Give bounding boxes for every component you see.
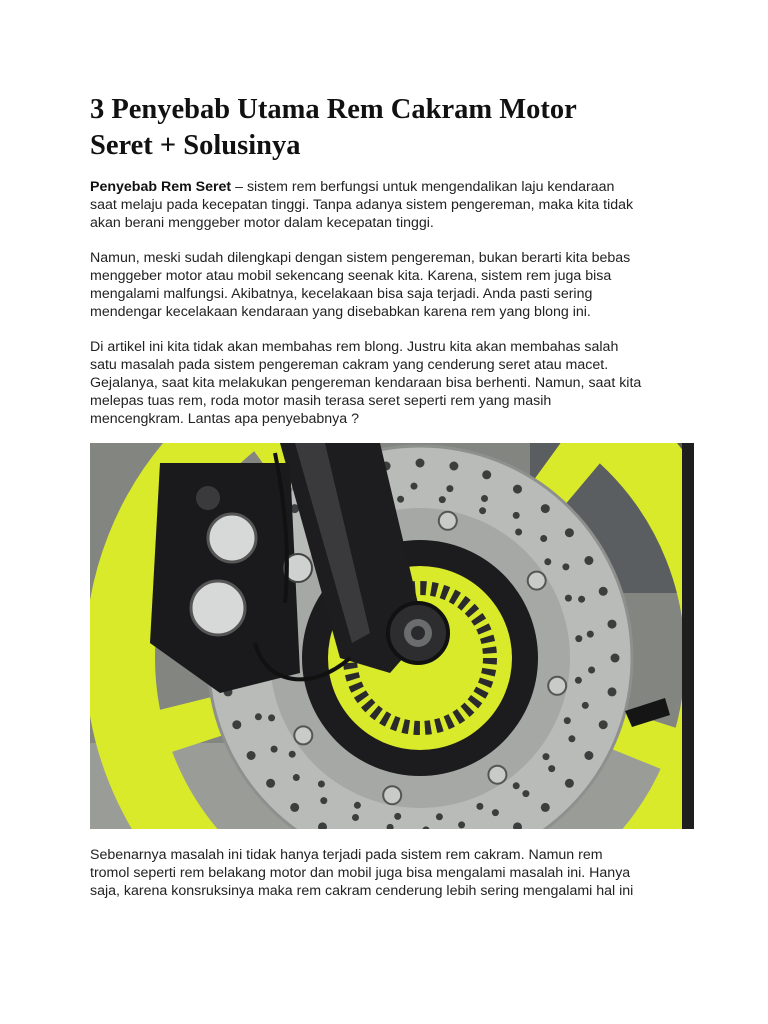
p3-line-1: Di artikel ini kita tidak akan membahas rem blong. Justru kita akan membahas salah [90,339,619,355]
carrier-bolt [294,726,312,744]
p3-line-3: Gejalanya, saat kita melakukan pengereman kendaraan bisa berhenti. Namun, saat kita [90,375,642,391]
carrier-bolt [548,677,566,695]
disc-hole [540,535,547,542]
disc-hole [320,797,327,804]
brake-disc-photo [90,443,694,829]
disc-hole [436,813,443,820]
disc-hole [513,485,522,494]
carrier-bolt [383,786,401,804]
disc-hole [513,782,520,789]
disc-hole [611,654,620,663]
disc-hole [411,483,418,490]
disc-hole [565,528,574,537]
disc-hole [543,753,550,760]
disc-hole [458,821,465,828]
disc-hole [515,529,522,536]
p2-line-1: Namun, meski sudah dilengkapi dengan sistem pengereman, bukan berarti kita bebas [90,250,631,266]
disc-hole [608,620,617,629]
title-line-1: 3 Penyebab Utama Rem Cakram Motor [90,94,577,125]
disc-hole [352,814,359,821]
disc-hole [449,462,458,471]
p2-line-4: mendengar kecelakaan kendaraan yang disebabkan karena rem yang blong ini. [90,304,591,320]
disc-hole [394,813,401,820]
disc-hole [599,720,608,729]
disc-hole [247,751,256,760]
disc-hole [289,751,296,758]
p3-line-4: melepas tuas rem, roda motor masih terasa seret seperti rem yang masih [90,393,552,409]
disc-hole [541,504,550,513]
disc-hole [599,587,608,596]
disc-hole [479,507,486,514]
p4-line-2: tromol seperti rem belakang motor dan mobil juga bisa mengalami masalah ini. Hanya [90,865,631,881]
intro-line-1: – sistem rem berfungsi untuk mengendalikan laju kendaraan [235,179,615,195]
article-title [90,92,690,164]
disc-hole [266,779,275,788]
disc-hole [608,687,617,696]
disc-hole [588,667,595,674]
disc-hole [482,470,491,479]
disc-hole [354,802,361,809]
disc-hole [492,809,499,816]
disc-hole [587,631,594,638]
disc-hole [582,702,589,709]
paragraph-3 [90,338,700,428]
intro-paragraph [90,178,700,232]
title-line-2: Seret + Solusinya [90,130,301,161]
disc-hole [318,781,325,788]
carrier-bolt [439,512,457,530]
p2-line-3: mengalami malfungsi. Akibatnya, kecelakaan bisa saja terjadi. Anda pasti sering [90,286,593,302]
disc-hole [575,635,582,642]
disc-hole [584,751,593,760]
brake-caliper [150,463,300,693]
p4-line-3: saja, karena konsruksinya maka rem cakram cenderung lebih sering mengalami hal ini [90,883,634,899]
intro-line-2: saat melaju pada kecepatan tinggi. Tanpa adanya sistem pengereman, maka kita tidak [90,197,634,213]
disc-hole [290,803,299,812]
paragraph-4 [90,846,700,900]
disc-hole [271,746,278,753]
disc-hole [564,717,571,724]
disc-hole [584,556,593,565]
disc-hole [255,713,262,720]
disc-hole [578,596,585,603]
disc-hole [397,496,404,503]
p4-line-1: Sebenarnya masalah ini tidak hanya terjadi pada sistem rem cakram. Namun rem [90,847,603,863]
p3-line-5: mencengkram. Lantas apa penyebabnya ? [90,411,359,427]
disc-hole [575,677,582,684]
p2-line-2: menggeber motor atau mobil sekencang seenak kita. Karena, sistem rem juga bisa [90,268,612,284]
disc-hole [439,496,446,503]
disc-hole [565,595,572,602]
disc-hole [416,459,425,468]
disc-hole [562,563,569,570]
disc-hole [481,495,488,502]
disc-hole [293,774,300,781]
disc-hole [548,765,555,772]
paragraph-2 [90,249,700,321]
disc-hole [268,714,275,721]
disc-hole [565,779,574,788]
disc-hole [232,720,241,729]
intro-lead-bold: Penyebab Rem Seret [90,179,232,195]
disc-hole [541,803,550,812]
carrier-bolt [488,766,506,784]
carrier-bolt [528,572,546,590]
p3-line-2: satu masalah pada sistem pengereman cakram yang cenderung seret atau macet. [90,357,609,373]
disc-hole [446,485,453,492]
disc-hole [522,790,529,797]
disc-hole [544,558,551,565]
disc-hole [513,512,520,519]
disc-hole [476,803,483,810]
disc-hole [568,735,575,742]
intro-line-3: akan berani menggeber motor dalam kecepatan tinggi. [90,215,434,231]
